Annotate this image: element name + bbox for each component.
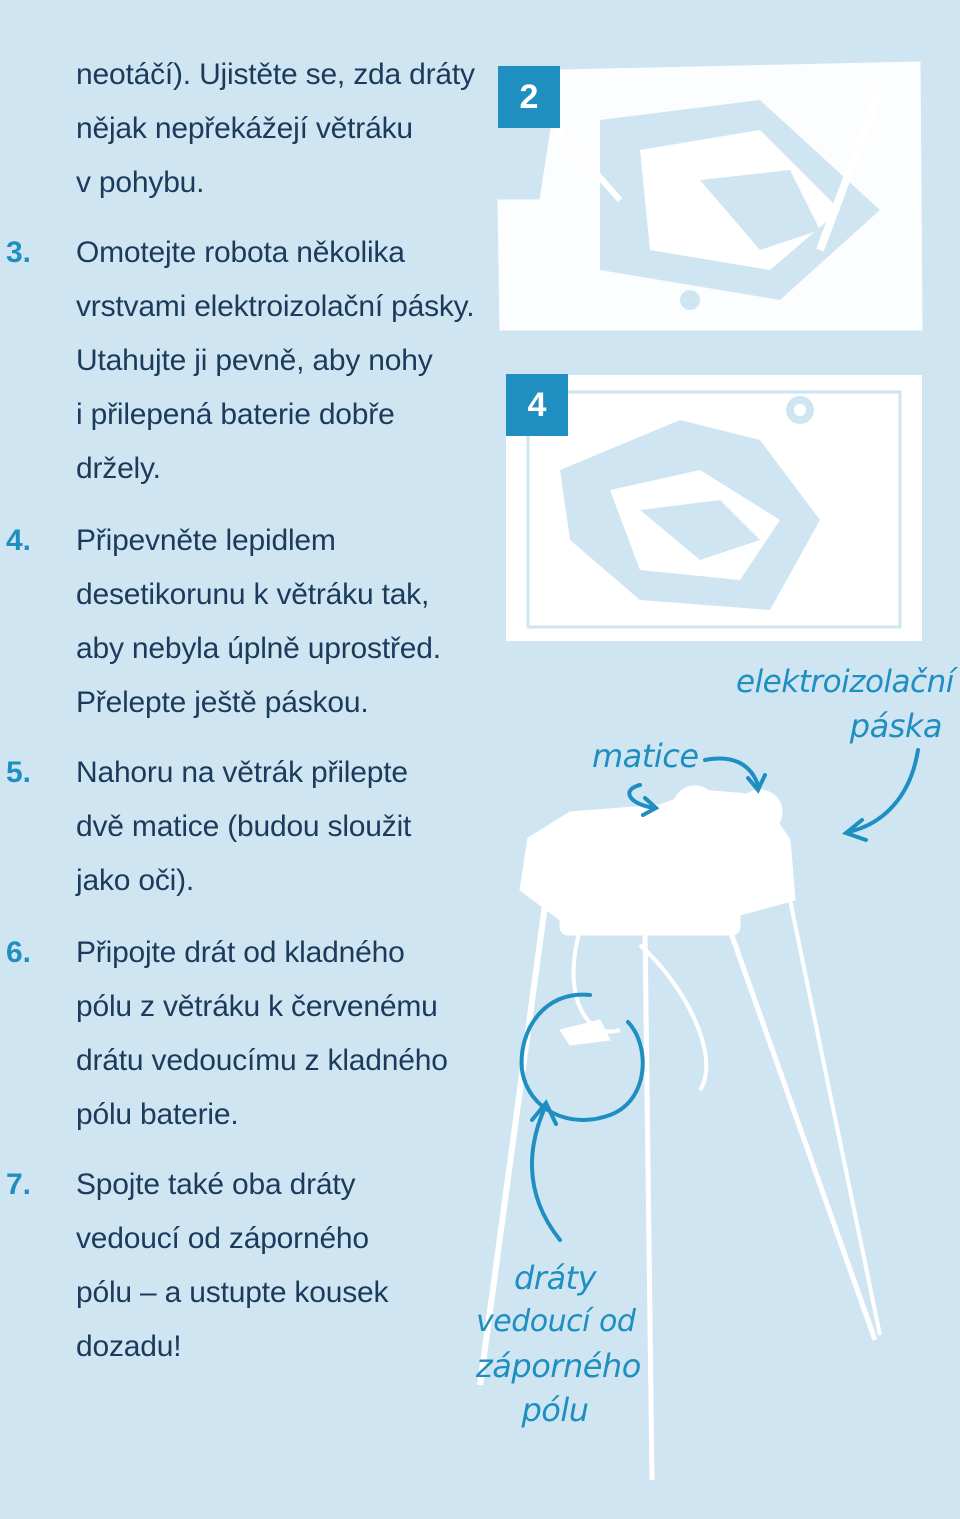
text-line: jako oči). bbox=[76, 864, 195, 897]
text-line: dvě matice (budou sloužit bbox=[76, 810, 412, 843]
label-paska-line: páska bbox=[849, 707, 942, 745]
text-line: vrstvami elektroizolační pásky. bbox=[76, 290, 475, 323]
text-line: vedoucí od záporného bbox=[76, 1222, 369, 1255]
text-line: Omotejte robota několika bbox=[76, 236, 405, 269]
text-line: pólu baterie. bbox=[76, 1098, 239, 1131]
step-4-badge: 4 bbox=[506, 374, 568, 436]
arrow-paska bbox=[848, 750, 918, 832]
text-line: drátu vedoucímu z kladného bbox=[76, 1044, 448, 1077]
photo-step-2 bbox=[498, 62, 922, 330]
text-line: Spojte také oba dráty bbox=[76, 1168, 356, 1201]
text-line: v pohybu. bbox=[76, 166, 205, 199]
label-draty-line: pólu bbox=[521, 1391, 589, 1429]
step-number: 6. bbox=[6, 936, 32, 969]
text-line: pólu z větráku k červenému bbox=[76, 990, 438, 1023]
text-line: Utahujte ji pevně, aby nohy bbox=[76, 344, 433, 377]
photo-step-4 bbox=[506, 375, 922, 641]
label-draty-line: vedoucí od bbox=[476, 1304, 636, 1339]
step-number: 3. bbox=[6, 236, 32, 269]
label-matice: matice bbox=[592, 737, 699, 775]
text-line: Připevněte lepidlem bbox=[76, 524, 336, 557]
text-line: nějak nepřekážejí větráku bbox=[76, 112, 413, 145]
step-number: 7. bbox=[6, 1168, 32, 1201]
text-line: Přelepte ještě páskou. bbox=[76, 686, 369, 719]
label-draty-line: záporného bbox=[476, 1347, 641, 1385]
text-line: i přilepená baterie dobře bbox=[76, 398, 395, 431]
text-line: držely. bbox=[76, 452, 161, 485]
text-line: neotáčí). Ujistěte se, zda dráty bbox=[76, 58, 475, 91]
label-draty-line: dráty bbox=[513, 1259, 597, 1297]
step-number: 4. bbox=[6, 524, 32, 557]
label-draty bbox=[476, 1256, 641, 1432]
text-line: Nahoru na větrák přilepte bbox=[76, 756, 408, 789]
label-paska bbox=[736, 660, 954, 748]
step-number: 5. bbox=[6, 756, 32, 789]
text-line: aby nebyla úplně uprostřed. bbox=[76, 632, 441, 665]
text-line: dozadu! bbox=[76, 1330, 182, 1363]
step-2-badge: 2 bbox=[498, 66, 560, 128]
text-line: Připojte drát od kladného bbox=[76, 936, 405, 969]
label-paska-line: elektroizolační bbox=[736, 664, 954, 700]
text-line: pólu – a ustupte kousek bbox=[76, 1276, 389, 1309]
text-line: desetikorunu k větráku tak, bbox=[76, 578, 430, 611]
